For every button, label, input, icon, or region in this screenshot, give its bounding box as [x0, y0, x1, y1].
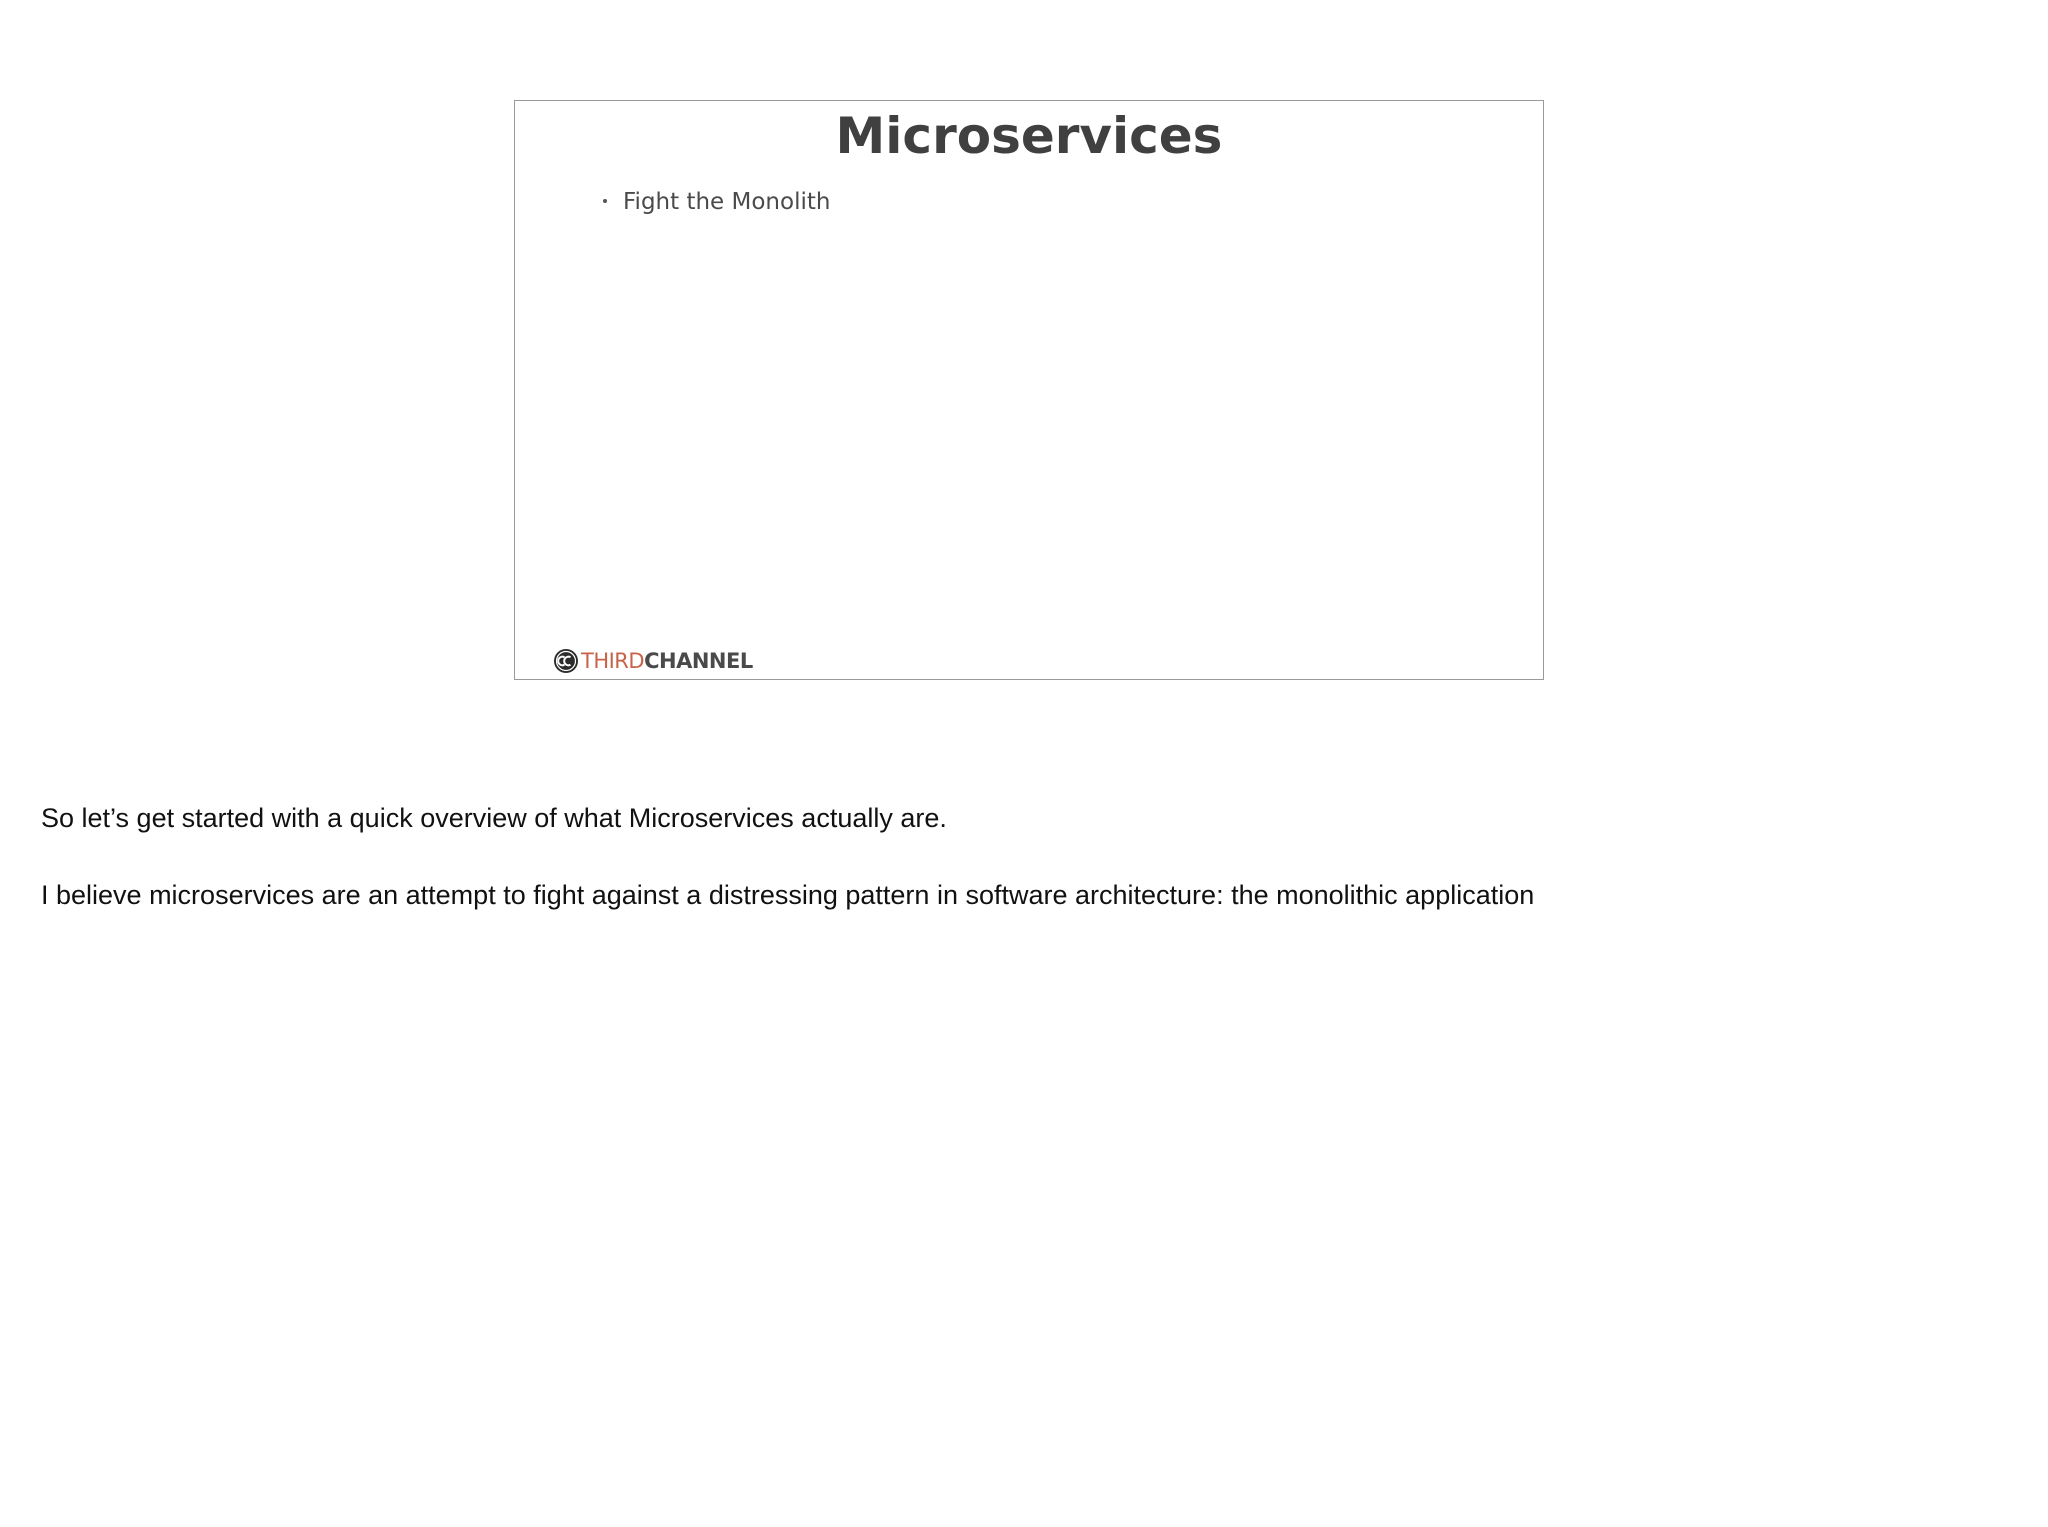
note-paragraph: I believe microservices are an attempt to fight against a distressing pattern in software architecture: the monolithic application — [41, 880, 1535, 910]
note-paragraph: So let’s get started with a quick overview of what Microservices actually are. — [41, 803, 947, 833]
slide-title: Microservices — [835, 107, 1223, 165]
slide-preview — [514, 100, 1544, 680]
bullet-list — [603, 189, 830, 215]
bullet-item — [603, 189, 830, 215]
bullet-text: Fight the Monolith — [623, 189, 831, 215]
brand-logo — [553, 646, 753, 676]
brand-channel: CHANNEL — [644, 648, 753, 673]
thirdchannel-logo-icon — [553, 648, 579, 674]
brand-third: THIRD — [581, 648, 645, 673]
presenter-notes — [41, 805, 1534, 909]
brand-wordmark — [581, 648, 753, 673]
bullet-dot-icon — [603, 199, 607, 203]
